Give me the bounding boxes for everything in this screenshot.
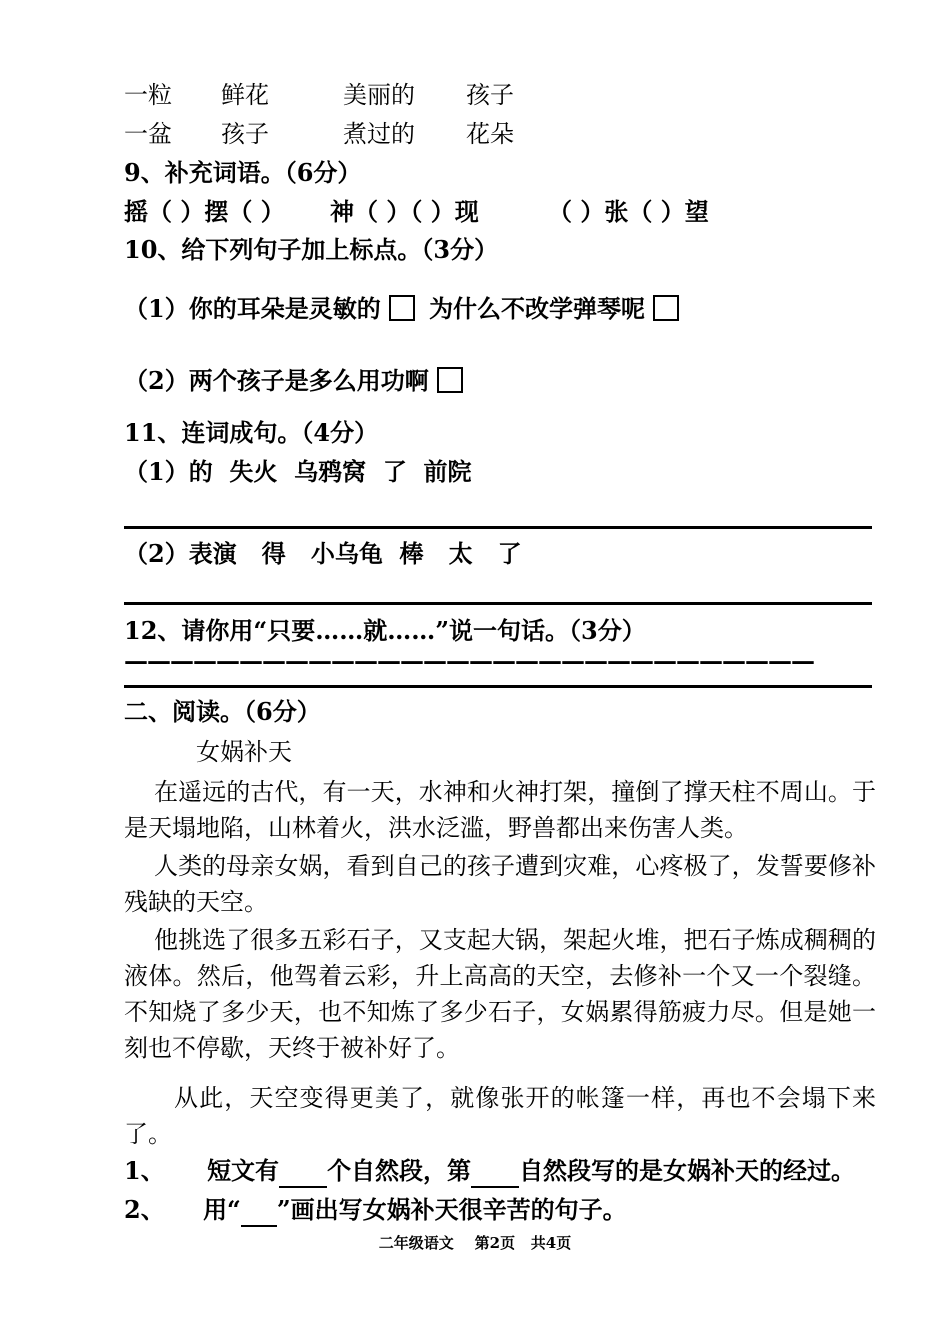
answer-line[interactable] — [124, 685, 872, 688]
match-word: 花朵 — [466, 120, 514, 148]
q10-s2: （2）两个孩子是多么用功啊 — [124, 366, 429, 395]
q1-text-a: 短文有 — [207, 1156, 280, 1185]
match-word: 煮过的 — [343, 120, 415, 148]
match-word: 一盆 — [124, 120, 172, 148]
q1-blank-paragraph[interactable] — [471, 1156, 519, 1188]
story-paragraph-3: 他挑选了很多五彩石子，又支起大锅，架起火堆，把石子炼成稠稠的液体。然后，他驾着云彩，升上高高的天空，去修补一个又一个裂缝。不知烧了多少天，也不知炼了多少石子，女娲累得筋疲力尽。但是她一刻也不停歇，天终于被补好了。 — [124, 926, 876, 1062]
story-title: 女娲补天 — [196, 738, 292, 766]
q1-text-c: 自然段写的是女娲补天的经过。 — [519, 1156, 856, 1185]
match-word: 美丽的 — [343, 81, 415, 109]
q11-s1: （1）的 失火 乌鸦窝 了 前院 — [124, 457, 472, 486]
punctuation-box[interactable] — [389, 295, 415, 321]
q2-number: 2、 — [124, 1195, 165, 1224]
q2-underline-sample — [241, 1195, 277, 1227]
q12-dashes: —————————————————————————————— — [124, 646, 814, 675]
q9-item: 神（ ）（ ）现 — [330, 197, 479, 226]
answer-line[interactable] — [124, 526, 872, 529]
q9-title: 9、补充词语。（6分） — [124, 158, 362, 187]
match-word: 鲜花 — [221, 81, 269, 109]
reading-q2 — [124, 1195, 627, 1227]
reading-title: 二、阅读。（6分） — [124, 697, 321, 726]
punctuation-box[interactable] — [653, 295, 679, 321]
q11-s2: （2）表演 得 小乌龟 棒 太 了 — [124, 539, 522, 568]
q9-item: 摇（ ）摆（ ） — [124, 197, 285, 226]
match-word: 一粒 — [124, 81, 172, 109]
q11-title: 11、连词成句。（4分） — [124, 418, 379, 447]
reading-q1 — [124, 1156, 855, 1188]
answer-line[interactable] — [124, 602, 872, 605]
page-footer: 二年级语文 第2页 共4页 — [378, 1234, 572, 1252]
q2-text-a: 用“ — [203, 1195, 241, 1224]
match-word: 孩子 — [221, 120, 269, 148]
q10-s1b: 为什么不改学弹琴呢 — [429, 294, 646, 323]
q12-title: 12、请你用“只要……就……”说一句话。（3分） — [124, 616, 646, 645]
q10-title: 10、给下列句子加上标点。（3分） — [124, 235, 499, 264]
q1-blank-count[interactable] — [279, 1156, 327, 1188]
story-paragraph-2: 人类的母亲女娲，看到自己的孩子遭到灾难，心疼极了，发誓要修补残缺的天空。 — [124, 852, 876, 916]
story-paragraph-1: 在遥远的古代，有一天，水神和火神打架，撞倒了撑天柱不周山。于是天塌地陷，山林着火，洪水泛滥，野兽都出来伤害人类。 — [124, 778, 876, 842]
q10-sentence-2 — [124, 366, 463, 396]
q1-number: 1、 — [124, 1156, 165, 1185]
story-paragraph-4: 从此，天空变得更美了，就像张开的帐篷一样，再也不会塌下来了。 — [124, 1084, 876, 1148]
q10-s1a: （1）你的耳朵是灵敏的 — [124, 294, 381, 323]
q9-item: （ ）张（ ）望 — [548, 197, 709, 226]
q2-text-b: ”画出写女娲补天很辛苦的句子。 — [276, 1195, 627, 1224]
punctuation-box[interactable] — [437, 367, 463, 393]
match-word: 孩子 — [466, 81, 514, 109]
q10-sentence-1 — [124, 294, 679, 324]
q1-text-b: 个自然段，第 — [327, 1156, 472, 1185]
